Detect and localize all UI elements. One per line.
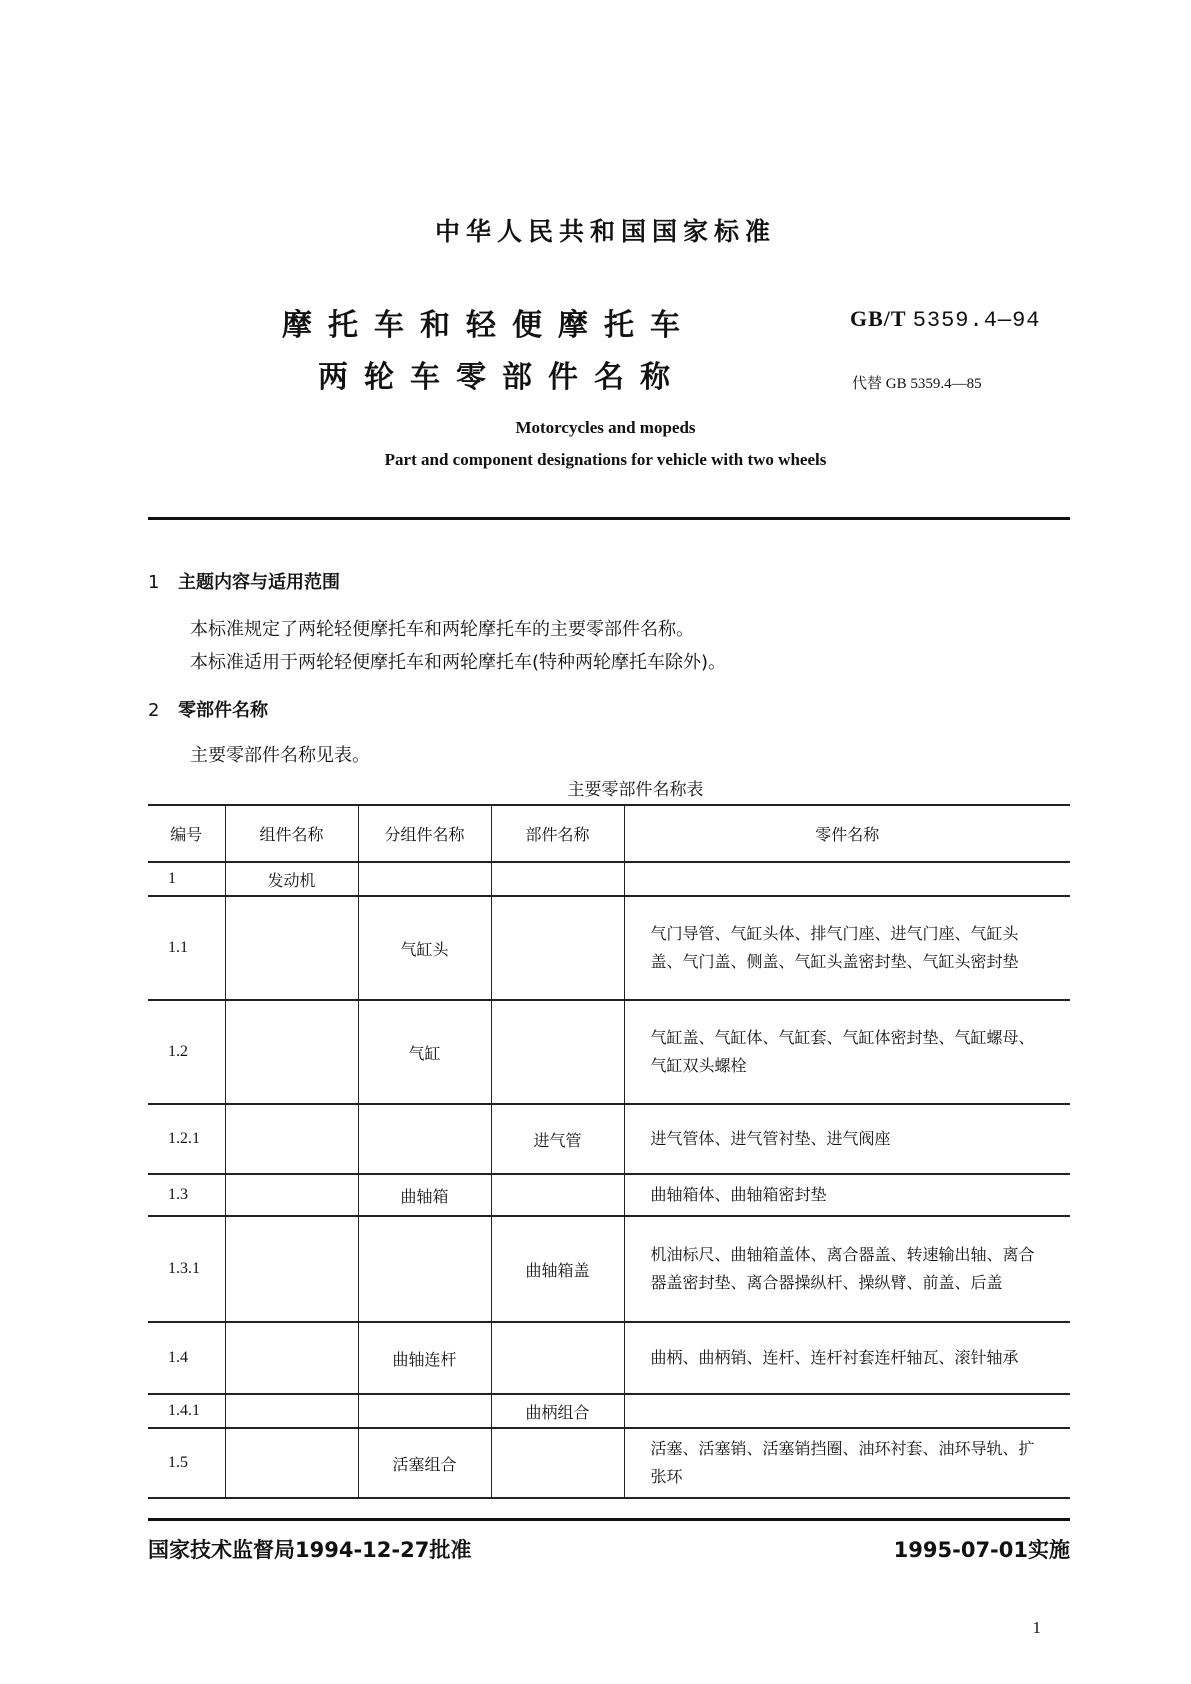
approval-date: 国家技术监督局1994-12-27批准 bbox=[148, 1538, 472, 1562]
column-header-subassembly: 分组件名称 bbox=[358, 805, 491, 862]
cell-assembly: 发动机 bbox=[225, 862, 358, 896]
cell-subassembly: 气缸头 bbox=[358, 896, 491, 1000]
cell-assembly bbox=[225, 1216, 358, 1322]
parts-table bbox=[148, 804, 1070, 1499]
cell-subassembly bbox=[358, 1216, 491, 1322]
cell-component: 进气管 bbox=[491, 1104, 624, 1174]
cell-parts bbox=[624, 862, 1070, 896]
title-cn-line2: 两轮车零部件名称 bbox=[318, 360, 686, 395]
cell-number: 1 bbox=[148, 862, 225, 896]
section-2-paragraph-1: 主要零部件名称见表。 bbox=[190, 745, 370, 766]
cell-number: 1.4 bbox=[148, 1322, 225, 1394]
section-number: 2 bbox=[148, 700, 160, 721]
table-row bbox=[148, 1428, 1070, 1498]
section-title: 零部件名称 bbox=[178, 700, 268, 721]
standard-code-prefix: GB/T bbox=[850, 306, 907, 331]
cell-assembly bbox=[225, 1104, 358, 1174]
column-header-parts: 零件名称 bbox=[624, 805, 1070, 862]
cell-parts: 进气管体、进气管衬垫、进气阀座 bbox=[624, 1104, 1070, 1174]
section-heading-2 bbox=[148, 696, 268, 722]
table-row bbox=[148, 862, 1070, 896]
cell-number: 1.4.1 bbox=[148, 1394, 225, 1428]
cell-number: 1.2.1 bbox=[148, 1104, 225, 1174]
cell-assembly bbox=[225, 1000, 358, 1104]
standard-code bbox=[850, 306, 1041, 333]
cell-assembly bbox=[225, 1428, 358, 1498]
effective-date: 1995-07-01实施 bbox=[893, 1538, 1070, 1562]
cell-number: 1.3.1 bbox=[148, 1216, 225, 1322]
cell-subassembly bbox=[358, 1104, 491, 1174]
title-cn-line1: 摩托车和轻便摩托车 bbox=[282, 308, 696, 343]
standard-code-number: 5359.4—94 bbox=[912, 308, 1041, 333]
cell-number: 1.1 bbox=[148, 896, 225, 1000]
cell-assembly bbox=[225, 1394, 358, 1428]
section-number: 1 bbox=[148, 572, 160, 593]
cell-subassembly: 曲轴箱 bbox=[358, 1174, 491, 1216]
cell-parts: 活塞、活塞销、活塞销挡圈、油环衬套、油环导轨、扩张环 bbox=[624, 1428, 1070, 1498]
cell-parts: 气缸盖、气缸体、气缸套、气缸体密封垫、气缸螺母、气缸双头螺栓 bbox=[624, 1000, 1070, 1104]
section-1-paragraph-1: 本标准规定了两轮轻便摩托车和两轮摩托车的主要零部件名称。 bbox=[190, 619, 694, 640]
cell-subassembly bbox=[358, 1394, 491, 1428]
cell-component: 曲柄组合 bbox=[491, 1394, 624, 1428]
cell-component: 曲轴箱盖 bbox=[491, 1216, 624, 1322]
cell-subassembly: 活塞组合 bbox=[358, 1428, 491, 1498]
table-row bbox=[148, 1000, 1070, 1104]
table-header-row bbox=[148, 805, 1070, 862]
table-row bbox=[148, 1322, 1070, 1394]
cell-assembly bbox=[225, 896, 358, 1000]
replaces-standard: 代替 GB 5359.4—85 bbox=[852, 376, 982, 392]
page-number: 1 bbox=[1032, 1618, 1041, 1637]
cell-component bbox=[491, 1322, 624, 1394]
national-standard-heading: 中华人民共和国国家标准 bbox=[434, 217, 776, 246]
column-header-assembly: 组件名称 bbox=[225, 805, 358, 862]
cell-number: 1.2 bbox=[148, 1000, 225, 1104]
table-row bbox=[148, 896, 1070, 1000]
cell-subassembly: 曲轴连杆 bbox=[358, 1322, 491, 1394]
section-title: 主题内容与适用范围 bbox=[178, 572, 340, 593]
title-en-line1: Motorcycles and mopeds bbox=[515, 418, 696, 437]
section-heading-1 bbox=[148, 568, 340, 594]
cell-component bbox=[491, 862, 624, 896]
cell-assembly bbox=[225, 1174, 358, 1216]
cell-parts: 机油标尺、曲轴箱盖体、离合器盖、转速输出轴、离合器盖密封垫、离合器操纵杆、操纵臂、前盖、后盖 bbox=[624, 1216, 1070, 1322]
column-header-component: 部件名称 bbox=[491, 805, 624, 862]
cell-component bbox=[491, 1428, 624, 1498]
table-row bbox=[148, 1216, 1070, 1322]
table-row bbox=[148, 1394, 1070, 1428]
table-row bbox=[148, 1104, 1070, 1174]
section-1-paragraph-2: 本标准适用于两轮轻便摩托车和两轮摩托车(特种两轮摩托车除外)。 bbox=[190, 652, 727, 673]
cell-number: 1.3 bbox=[148, 1174, 225, 1216]
title-en-line2: Part and component designations for vehicle with two wheels bbox=[384, 450, 827, 469]
cell-number: 1.5 bbox=[148, 1428, 225, 1498]
cell-parts: 气门导管、气缸头体、排气门座、进气门座、气缸头盖、气门盖、侧盖、气缸头盖密封垫、气缸头密封垫 bbox=[624, 896, 1070, 1000]
cell-subassembly bbox=[358, 862, 491, 896]
footer-divider bbox=[148, 1518, 1070, 1521]
table-row bbox=[148, 1174, 1070, 1216]
cell-component bbox=[491, 1174, 624, 1216]
cell-assembly bbox=[225, 1322, 358, 1394]
cell-parts: 曲柄、曲柄销、连杆、连杆衬套连杆轴瓦、滚针轴承 bbox=[624, 1322, 1070, 1394]
column-header-number: 编号 bbox=[148, 805, 225, 862]
cell-component bbox=[491, 896, 624, 1000]
header-divider bbox=[148, 517, 1070, 520]
cell-component bbox=[491, 1000, 624, 1104]
cell-parts: 曲轴箱体、曲轴箱密封垫 bbox=[624, 1174, 1070, 1216]
cell-subassembly: 气缸 bbox=[358, 1000, 491, 1104]
cell-parts bbox=[624, 1394, 1070, 1428]
table-caption: 主要零部件名称表 bbox=[567, 780, 704, 800]
